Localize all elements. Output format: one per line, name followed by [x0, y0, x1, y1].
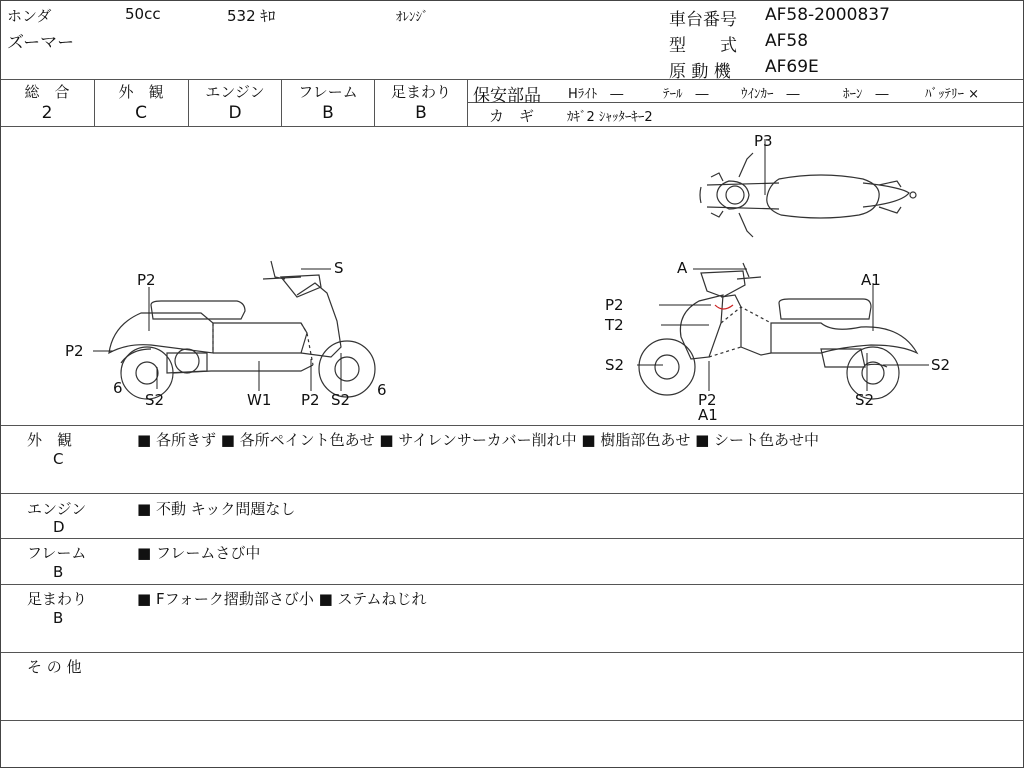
note-frame-text: ■ フレームさび中	[137, 544, 261, 562]
key-value: ｶｷﾞ2 ｼｬｯﾀｰｷｰ2	[567, 110, 653, 125]
mileage: 532 ｷﾛ	[227, 7, 276, 25]
mark-w1: W1	[247, 391, 272, 409]
grade-engine-value: D	[228, 103, 242, 123]
mark-s2: S2	[931, 356, 951, 374]
grade-exterior-label: 外 観	[118, 83, 164, 101]
mark-a: A	[677, 259, 688, 277]
grade-suspension-value: B	[415, 103, 427, 123]
mark-a1: A1	[861, 271, 881, 289]
maker: ホンダ	[7, 7, 52, 25]
safety-horn: ﾎｰﾝ ―	[843, 87, 889, 102]
grade-engine-label: エンジン	[205, 83, 265, 101]
mark-p2: P2	[301, 391, 320, 409]
note-frame-grade: B	[53, 563, 64, 581]
mark-s: S	[334, 259, 344, 277]
top-view-scooter	[700, 153, 916, 237]
safety-winker: ｳｲﾝｶｰ ―	[741, 87, 800, 102]
mark-6: 6	[377, 381, 387, 399]
note-exterior-grade: C	[53, 450, 64, 468]
mark-t2: T2	[605, 316, 624, 334]
grade-frame-value: B	[322, 103, 334, 123]
mark-s2: S2	[605, 356, 625, 374]
mark-s2: S2	[145, 391, 165, 409]
note-exterior-label: 外 観	[27, 431, 73, 449]
grade-frame-label: フレーム	[298, 83, 358, 101]
grade-overall-value: 2	[41, 103, 53, 123]
mark-a1: A1	[698, 406, 718, 424]
mark-6: 6	[113, 379, 123, 397]
scooter-diagram	[1, 127, 1023, 425]
mark-p3: P3	[754, 132, 773, 150]
engine-label: 原 動 機	[669, 62, 731, 82]
mark-p2: P2	[698, 391, 717, 409]
grade-overall-label: 総 合	[24, 83, 70, 101]
note-exterior-text: ■ 各所きず ■ 各所ペイント色あせ ■ サイレンサーカバー削れ中 ■ 樹脂部色あせ ■ シート色あせ中	[137, 431, 820, 449]
engine-value: AF69E	[765, 57, 819, 77]
safety-headlight: Hﾗｲﾄ ―	[568, 87, 624, 102]
mark-s2: S2	[331, 391, 351, 409]
grade-exterior-value: C	[135, 103, 147, 123]
displacement: 50cc	[125, 5, 161, 23]
model-name: ズーマー	[7, 33, 75, 53]
type-value: AF58	[765, 31, 809, 51]
type-label: 型 式	[669, 36, 737, 56]
note-suspension-grade: B	[53, 609, 64, 627]
mark-p2: P2	[65, 342, 84, 360]
safety-battery: ﾊﾞｯﾃﾘｰ ×	[925, 87, 980, 102]
frame-no: AF58-2000837	[765, 5, 890, 25]
grade-suspension-label: 足まわり	[390, 83, 451, 101]
note-suspension-label: 足まわり	[27, 590, 88, 608]
note-frame-label: フレーム	[27, 544, 87, 562]
note-engine-grade: D	[53, 518, 65, 536]
mark-p2: P2	[137, 271, 156, 289]
divider	[1, 79, 1023, 80]
note-suspension-text: ■ Fフォーク摺動部さび小 ■ ステムねじれ	[137, 590, 427, 608]
note-engine-label: エンジン	[27, 500, 87, 518]
frame-no-label: 車台番号	[669, 10, 737, 30]
safety-label: 保安部品	[473, 86, 541, 106]
mark-s2: S2	[855, 391, 875, 409]
key-label: カ ギ	[489, 107, 535, 125]
note-other-label: そ の 他	[27, 658, 82, 676]
color: ｵﾚﾝｼﾞ	[396, 10, 429, 25]
safety-taillight: ﾃｰﾙ ―	[663, 87, 709, 102]
note-engine-text: ■ 不動 キック問題なし	[137, 500, 296, 518]
mark-p2: P2	[605, 296, 624, 314]
